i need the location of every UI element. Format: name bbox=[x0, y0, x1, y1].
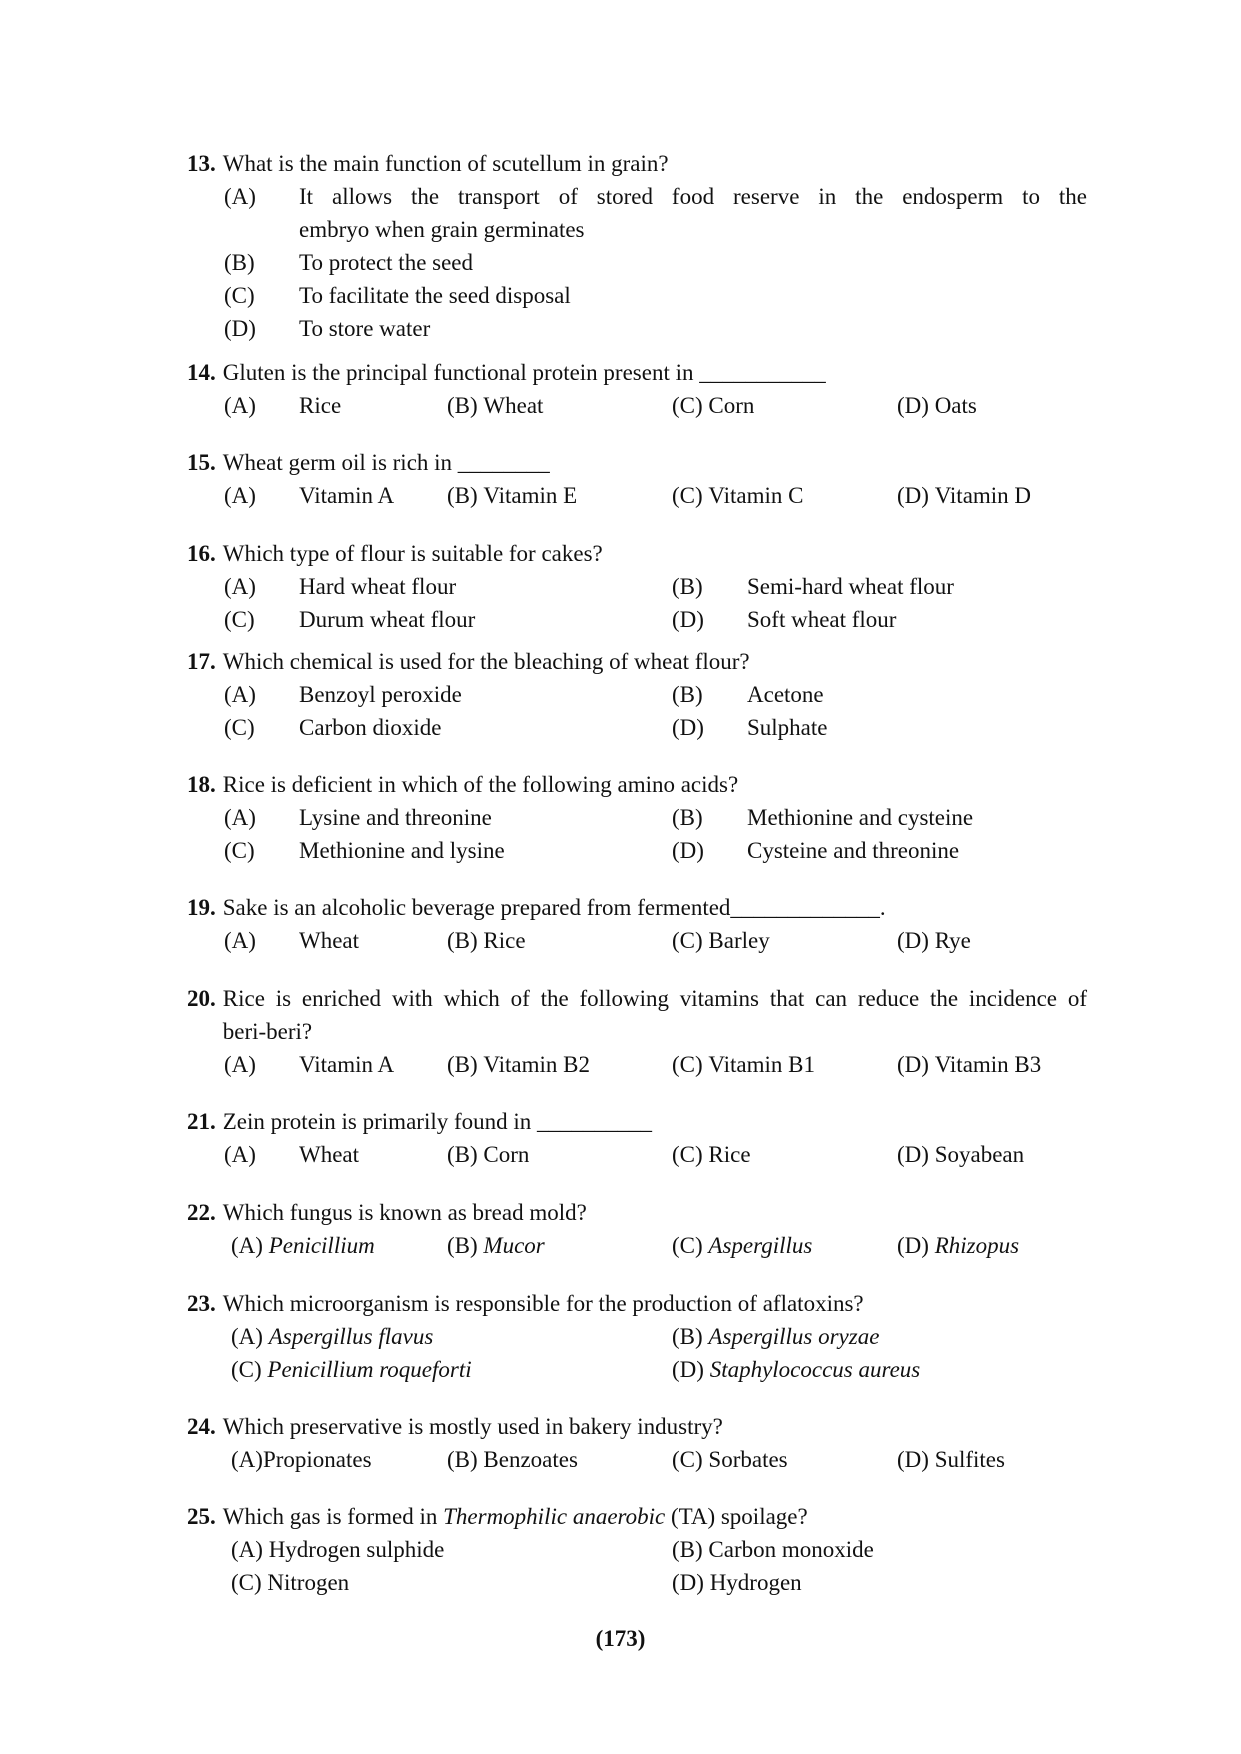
question-stem bbox=[187, 645, 1087, 678]
options-row bbox=[187, 1138, 1087, 1171]
option-c: (C) Vitamin C bbox=[672, 483, 804, 508]
options-row bbox=[187, 389, 1087, 422]
question-text: Which gas is formed in Thermophilic anaerobic (TA) spoilage? bbox=[222, 1504, 808, 1529]
option-c: (C) Corn bbox=[672, 393, 755, 418]
option-d: (D) Rye bbox=[897, 928, 971, 953]
question-stem bbox=[187, 1500, 1087, 1533]
option-label: (C) bbox=[224, 283, 255, 308]
option-label: (B) bbox=[224, 250, 255, 275]
option-c: (C) Aspergillus bbox=[672, 1233, 813, 1258]
question-stem bbox=[187, 1410, 1087, 1443]
option-d: (D) Soft wheat flour bbox=[672, 607, 897, 632]
question-stem bbox=[187, 982, 1087, 1048]
question-stem bbox=[187, 1196, 1087, 1229]
question-number: 23. bbox=[187, 1291, 216, 1316]
options-row bbox=[187, 1229, 1087, 1262]
question-stem bbox=[187, 1105, 1087, 1138]
option-b: (B) Mucor bbox=[447, 1233, 545, 1258]
option-c: (C) Nitrogen bbox=[231, 1570, 350, 1595]
options-row bbox=[187, 1443, 1087, 1476]
question-number: 16. bbox=[187, 541, 216, 566]
option-c: (C) Barley bbox=[672, 928, 770, 953]
question-text: Which preservative is mostly used in bakery industry? bbox=[222, 1414, 723, 1439]
question-number: 15. bbox=[187, 450, 216, 475]
option-text: To protect the seed bbox=[299, 250, 474, 275]
option-b: (B) Acetone bbox=[672, 682, 824, 707]
option-a: (A) Penicillium bbox=[231, 1233, 375, 1258]
option-a: (A) Rice bbox=[224, 393, 342, 418]
question-number: 22. bbox=[187, 1200, 216, 1225]
options-row bbox=[187, 1048, 1087, 1081]
question-text: Sake is an alcoholic beverage prepared from fermented_____________. bbox=[222, 895, 886, 920]
question-stem bbox=[187, 1287, 1087, 1320]
question-19 bbox=[187, 891, 1087, 957]
option-text: To store water bbox=[299, 316, 431, 341]
options-row bbox=[187, 801, 1087, 834]
option-a: (A) Wheat bbox=[224, 1142, 360, 1167]
option-a: (A)Propionates bbox=[231, 1447, 372, 1472]
option-a: (A) Vitamin A bbox=[224, 1052, 395, 1077]
option-d bbox=[224, 312, 1087, 345]
page-number: (173) bbox=[595, 1626, 646, 1651]
options-row bbox=[187, 678, 1087, 711]
question-13 bbox=[187, 147, 1087, 345]
question-number: 20. bbox=[187, 986, 216, 1011]
option-d: (D) Sulphate bbox=[672, 715, 828, 740]
option-label: (D) bbox=[224, 316, 256, 341]
question-24 bbox=[187, 1410, 1087, 1476]
option-c: (C) Carbon dioxide bbox=[224, 715, 442, 740]
option-a: (A) Wheat bbox=[224, 928, 360, 953]
question-23 bbox=[187, 1287, 1087, 1386]
question-stem bbox=[187, 356, 1087, 389]
option-d: (D) Oats bbox=[897, 393, 977, 418]
option-c: (C) Rice bbox=[672, 1142, 751, 1167]
question-number: 25. bbox=[187, 1504, 216, 1529]
option-b: (B) Benzoates bbox=[447, 1447, 578, 1472]
option-b bbox=[224, 246, 1087, 279]
option-b: (B) Semi-hard wheat flour bbox=[672, 574, 954, 599]
question-stem bbox=[187, 768, 1087, 801]
question-number: 17. bbox=[187, 649, 216, 674]
options-row bbox=[187, 1533, 1087, 1566]
question-number: 21. bbox=[187, 1109, 216, 1134]
option-b: (B) Vitamin B2 bbox=[447, 1052, 591, 1077]
question-number: 24. bbox=[187, 1414, 216, 1439]
option-a: (A) Benzoyl peroxide bbox=[224, 682, 462, 707]
option-a: (A) Hydrogen sulphide bbox=[231, 1537, 445, 1562]
options-row bbox=[187, 1320, 1087, 1353]
option-text-line-1: It allows the transport of stored food reserve in the endosperm to the bbox=[299, 184, 1087, 209]
question-text: Which chemical is used for the bleaching of wheat flour? bbox=[222, 649, 750, 674]
question-number: 14. bbox=[187, 360, 216, 385]
option-c: (C) Vitamin B1 bbox=[672, 1052, 816, 1077]
question-text-line-1: Rice is enriched with which of the following vitamins that can reduce the incidence of bbox=[222, 986, 1087, 1011]
options-row bbox=[187, 603, 1087, 636]
options-row bbox=[187, 479, 1087, 512]
option-d: (D) Rhizopus bbox=[897, 1233, 1020, 1258]
question-17 bbox=[187, 645, 1087, 744]
options-row bbox=[187, 1566, 1087, 1599]
question-15 bbox=[187, 446, 1087, 512]
question-stem bbox=[187, 891, 1087, 924]
option-a: (A) Aspergillus flavus bbox=[231, 1324, 434, 1349]
question-stem bbox=[187, 446, 1087, 479]
option-b: (B) Carbon monoxide bbox=[672, 1537, 874, 1562]
option-text-line-2: embryo when grain germinates bbox=[299, 217, 585, 242]
option-b: (B) Corn bbox=[447, 1142, 530, 1167]
option-a bbox=[224, 180, 1087, 246]
question-16 bbox=[187, 537, 1087, 636]
option-d: (D) Soyabean bbox=[897, 1142, 1025, 1167]
option-d: (D) Sulfites bbox=[897, 1447, 1005, 1472]
options-row bbox=[187, 570, 1087, 603]
question-20 bbox=[187, 982, 1087, 1081]
question-text-line-2: beri-beri? bbox=[222, 1019, 313, 1044]
option-d: (D) Hydrogen bbox=[672, 1570, 802, 1595]
question-stem bbox=[187, 147, 1087, 180]
question-stem bbox=[187, 537, 1087, 570]
question-22 bbox=[187, 1196, 1087, 1262]
option-c bbox=[224, 279, 1087, 312]
options-row bbox=[187, 711, 1087, 744]
option-b: (B) Wheat bbox=[447, 393, 544, 418]
question-21 bbox=[187, 1105, 1087, 1171]
question-text: Wheat germ oil is rich in ________ bbox=[222, 450, 550, 475]
question-text: Which microorganism is responsible for the production of aflatoxins? bbox=[222, 1291, 864, 1316]
question-25 bbox=[187, 1500, 1087, 1599]
question-number: 13. bbox=[187, 151, 216, 176]
option-d: (D) Vitamin B3 bbox=[897, 1052, 1042, 1077]
option-a: (A) Lysine and threonine bbox=[224, 805, 492, 830]
options-row bbox=[187, 834, 1087, 867]
option-c: (C) Methionine and lysine bbox=[224, 838, 505, 863]
option-a: (A) Hard wheat flour bbox=[224, 574, 457, 599]
question-number: 19. bbox=[187, 895, 216, 920]
option-label: (A) bbox=[224, 184, 256, 209]
question-text: What is the main function of scutellum in grain? bbox=[222, 151, 669, 176]
option-b: (B) Rice bbox=[447, 928, 526, 953]
question-text: Zein protein is primarily found in __________ bbox=[222, 1109, 653, 1134]
option-text: To facilitate the seed disposal bbox=[299, 283, 571, 308]
option-b: (B) Aspergillus oryzae bbox=[672, 1324, 880, 1349]
question-18 bbox=[187, 768, 1087, 867]
option-b: (B) Vitamin E bbox=[447, 483, 578, 508]
option-c: (C) Durum wheat flour bbox=[224, 607, 476, 632]
option-d: (D) Cysteine and threonine bbox=[672, 838, 960, 863]
question-text: Which fungus is known as bread mold? bbox=[222, 1200, 587, 1225]
option-a: (A) Vitamin A bbox=[224, 483, 395, 508]
option-d: (D) Vitamin D bbox=[897, 483, 1032, 508]
options-row bbox=[187, 1353, 1087, 1386]
question-14 bbox=[187, 356, 1087, 422]
options-row bbox=[187, 924, 1087, 957]
question-text: Rice is deficient in which of the following amino acids? bbox=[222, 772, 739, 797]
option-c: (C) Sorbates bbox=[672, 1447, 788, 1472]
option-b: (B) Methionine and cysteine bbox=[672, 805, 974, 830]
question-text: Which type of flour is suitable for cakes? bbox=[222, 541, 603, 566]
question-text: Gluten is the principal functional protein present in ___________ bbox=[222, 360, 826, 385]
question-number: 18. bbox=[187, 772, 216, 797]
option-d: (D) Staphylococcus aureus bbox=[672, 1357, 921, 1382]
option-c: (C) Penicillium roqueforti bbox=[231, 1357, 472, 1382]
